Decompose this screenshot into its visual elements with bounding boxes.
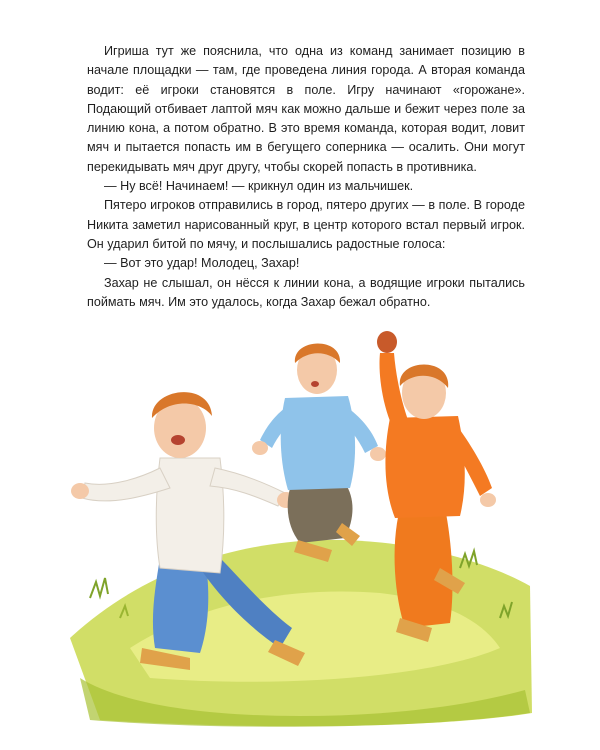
paragraph-teams-split: Пятеро игроков отправились в город, пятеро других — в поле. В городе Никита заметил нарисованный круг, в центр которого встал первый игрок. Он ударил битой по мячу, и послышались радостные голоса: [87, 198, 525, 251]
paragraph-start-shout: — Ну всё! Начинаем! — крикнул один из мальчишек. [104, 179, 414, 194]
boys-playing-illustration [60, 318, 540, 738]
paragraph-zakhar-run: Захар не слышал, он нёсся к линии кона, а водящие игроки пытались поймать мяч. Им это удалось, когда Захар бежал обратно. [87, 275, 525, 309]
ball [377, 331, 397, 353]
story-text [87, 42, 525, 312]
paragraph-rules: Игриша тут же пояснила, что одна из команд занимает позицию в начале площадки — там, где проведена линия города. А вторая команда водит: её игроки становятся в поле. Игру начинают «горожане». Подающий отбивает лаптой мяч как можно дальше и бежит через поле за линию кона, а потом обратно. В это время команда, которая водит, ловит мяч и пытается попасть им в бегущего соперника — осалить. Они могут перекидывать мяч друг другу, чтобы скорей попасть в противника. [87, 44, 525, 174]
paragraph-praise: — Вот это удар! Молодец, Захар! [104, 256, 300, 271]
boy-blue-shirt [252, 343, 386, 562]
grass-field [70, 540, 532, 727]
